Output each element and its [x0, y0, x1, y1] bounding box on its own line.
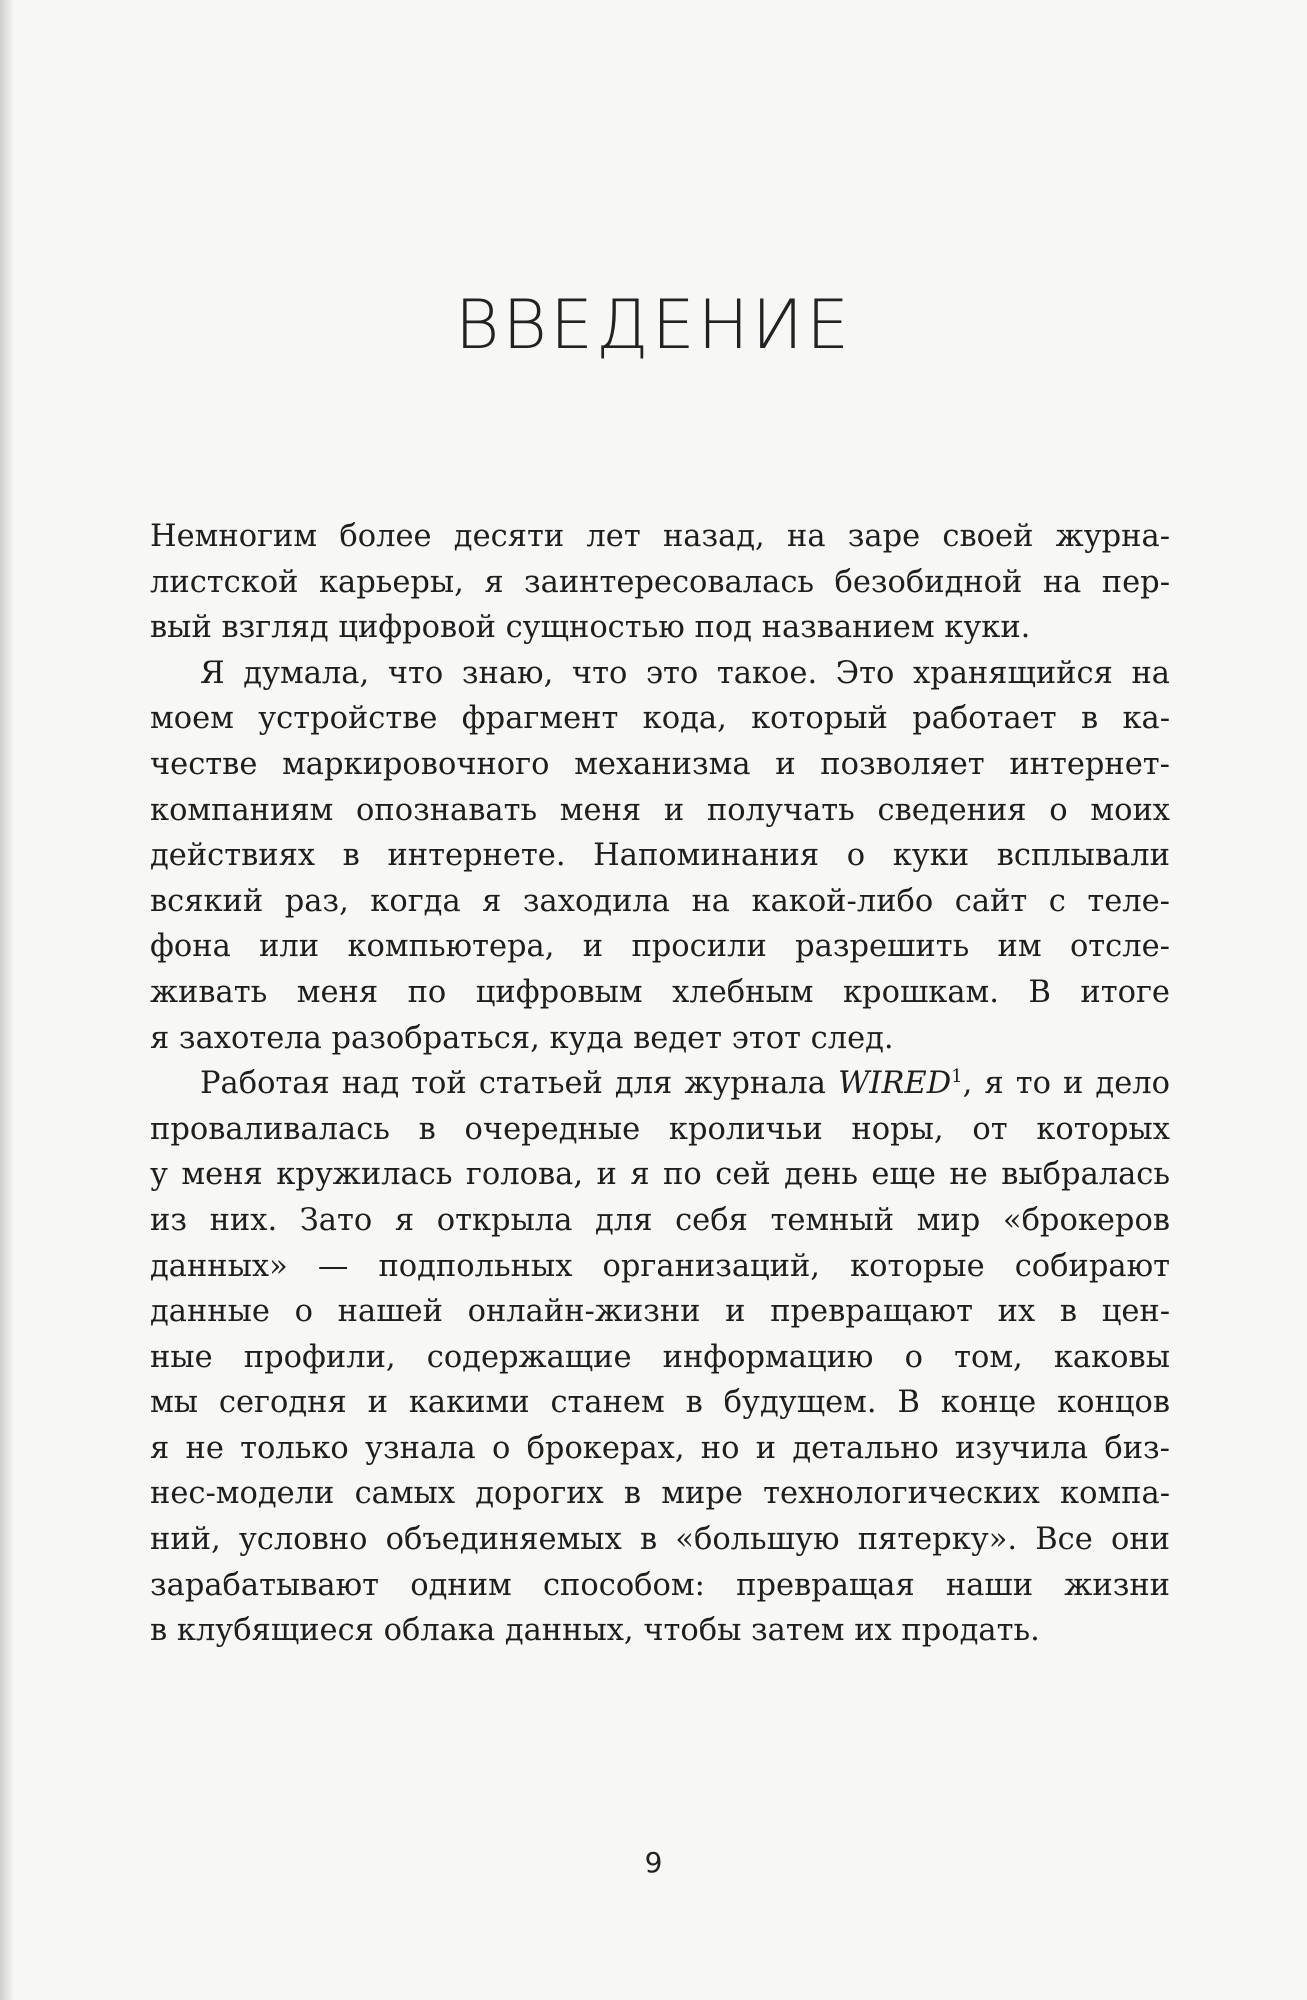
chapter-title: ВВЕДЕНИЕ: [454, 286, 853, 365]
text-line: нес-модели самых дорогих в мире технологических компа-: [150, 1476, 1170, 1512]
text-line: мы сегодня и какими станем в будущем. В конце концов: [150, 1385, 1170, 1421]
body-text: [150, 514, 1170, 1654]
text-line: данных» — подпольных организаций, которые собирают: [150, 1248, 1170, 1284]
text-line: я не только узнала о брокерах, но и детально изучила биз-: [150, 1430, 1170, 1466]
text-line: проваливалась в очередные кроличьи норы, от которых: [150, 1111, 1170, 1147]
text-fragment: Работая над той статьей для журнала: [200, 1066, 839, 1102]
page-number: 9: [644, 1846, 663, 1879]
footnote-marker: 1: [951, 1065, 963, 1087]
text-line-with-footnote: [150, 1061, 1170, 1107]
magazine-name: WIRED: [838, 1066, 952, 1102]
text-line: Немногим более десяти лет назад, на заре своей журна-: [150, 519, 1170, 554]
text-line: из них. Зато я открыла для себя темный мир «брокеров: [150, 1202, 1170, 1238]
text-line: у меня кружилась голова, и я по сей день еще не выбралась: [150, 1157, 1170, 1193]
text-line: я захотела разобраться, куда ведет этот след.: [150, 1020, 894, 1056]
text-line: зарабатывают одним способом: превращая наши жизни: [150, 1567, 1170, 1603]
text-fragment: , я то и дело: [962, 1066, 1170, 1102]
text-line: данные о нашей онлайн-жизни и превращают их в цен-: [150, 1294, 1170, 1330]
text-line: листской карьеры, я заинтересовалась безобидной на пер-: [150, 564, 1170, 600]
text-line: компаниям опознавать меня и получать сведения о моих: [150, 792, 1170, 828]
text-line: фона или компьютера, и просили разрешить им отсле-: [150, 929, 1170, 965]
text-line: ные профили, содержащие информацию о том, каковы: [150, 1339, 1170, 1375]
text-line: всякий раз, когда я заходила на какой-либо сайт с теле-: [150, 883, 1170, 919]
text-line: моем устройстве фрагмент кода, который работает в ка-: [150, 701, 1170, 737]
text-line: действиях в интернете. Напоминания о куки всплывали: [150, 838, 1170, 874]
text-line: вый взгляд цифровой сущностью под названием куки.: [150, 610, 1031, 646]
text-line: живать меня по цифровым хлебным крошкам. В итоге: [150, 974, 1170, 1010]
text-line: ний, условно объединяемых в «большую пятерку». Все они: [150, 1522, 1170, 1558]
text-line: Я думала, что знаю, что это такое. Это хранящийся на: [200, 655, 1170, 691]
text-line: честве маркировочного механизма и позволяет интернет-: [150, 746, 1170, 782]
text-line: в клубящиеся облака данных, чтобы затем их продать.: [150, 1613, 1040, 1649]
